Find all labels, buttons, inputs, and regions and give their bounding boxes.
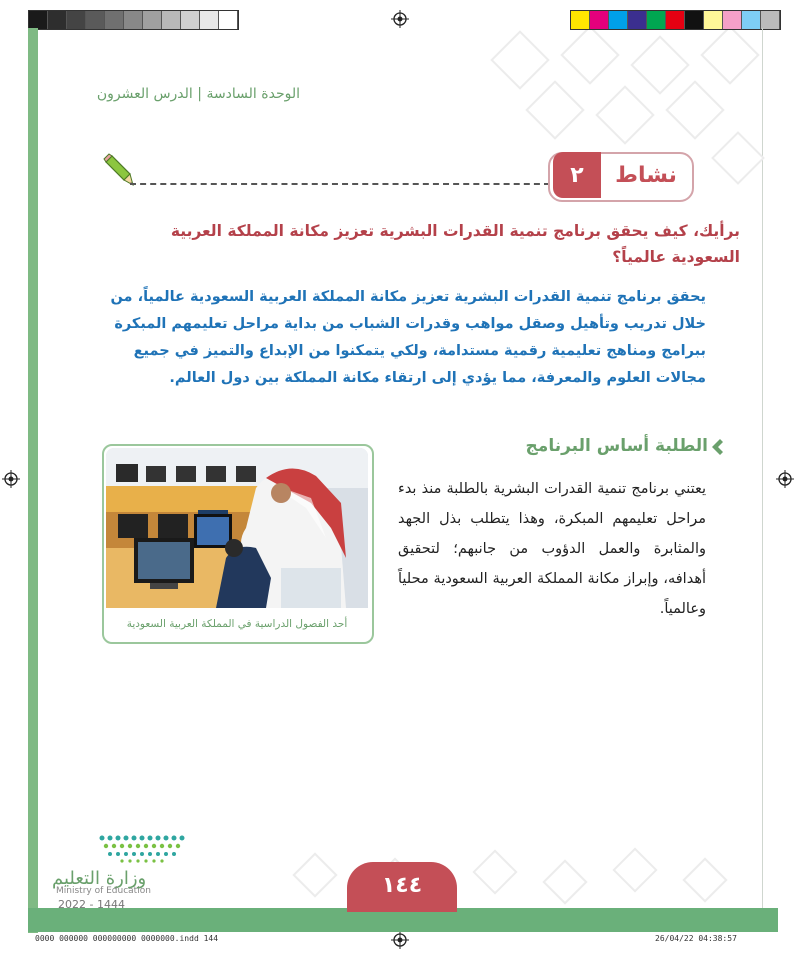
registration-mark-icon	[2, 470, 20, 488]
activity-number: ٢	[553, 152, 601, 198]
lesson-label: الدرس العشرون	[96, 86, 193, 102]
registration-mark-icon	[391, 10, 409, 28]
color-calibration-bar	[570, 10, 781, 30]
ministry-logo-icon	[96, 832, 186, 864]
classroom-photo	[106, 448, 368, 608]
activity-answer: يحقق برنامج تنمية القدرات البشرية تعزيز مكانة المملكة العربية السعودية عالمياً، من خلال تدريب وتأهيل وصقل مواهب وقدرات الشباب من بداية مراحل تعليمهم المبكرة ببرامج ومناهج تعليمية رقمية مستدامة، ولكي يتمكنوا من الإبداع والتميز في جميع مجالات العلوم والمعرفة، مما يؤدي إلى ارتقاء مكانة المملكة بين دول العالم.	[110, 289, 706, 386]
header-separator: |	[197, 86, 202, 102]
grayscale-calibration-bar	[28, 10, 239, 30]
section-body: يعتني برنامج تنمية القدرات البشرية بالطلبة منذ بدء مراحل تعليمهم المبكرة، وهذا يتطلب بذل الجهد والمثابرة والعمل الدؤوب من جانبهم؛ لتحقيق أهدافه، وإبراز مكانة المملكة العربية السعودية محلياً وعالمياً.	[398, 481, 706, 617]
edition-year: 2022 - 1444	[58, 898, 125, 911]
registration-mark-icon	[391, 931, 409, 949]
section-title: الطلبة أساس البرنامج	[525, 436, 708, 456]
photo-caption: أحد الفصول الدراسية في المملكة العربية السعودية	[126, 618, 348, 630]
pencil-icon	[100, 152, 134, 186]
print-slug-timestamp: 26/04/22 04:38:57	[655, 934, 737, 943]
print-slug-file: 0000 000000 000000000 0000000.indd 144	[35, 934, 219, 943]
page-left-border	[28, 28, 38, 933]
section-arrow-icon	[710, 438, 724, 456]
activity-dashed-rule	[130, 183, 550, 185]
ministry-name-arabic: وزارة التعليم	[52, 868, 147, 889]
registration-mark-icon	[776, 470, 794, 488]
activity-question: برأيك، كيف يحقق برنامج تنمية القدرات البشرية تعزيز مكانة المملكة العربية السعودية عالمياً؟	[170, 222, 740, 266]
unit-lesson-header	[97, 86, 300, 102]
unit-label: الوحدة السادسة	[206, 86, 300, 102]
activity-label: نشاط	[615, 162, 677, 188]
ministry-name-english: Ministry of Education	[56, 886, 151, 896]
page-number: ١٤٤	[381, 872, 423, 898]
